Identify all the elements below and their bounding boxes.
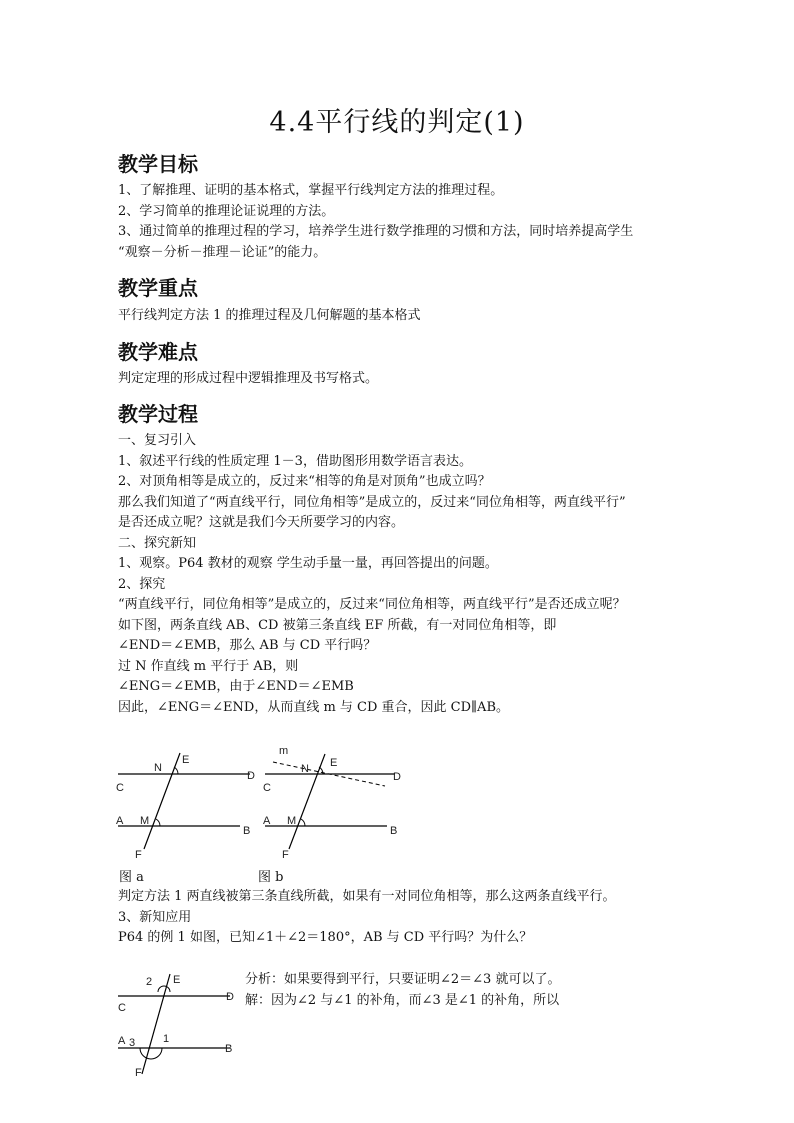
after-figure-text <box>118 887 616 949</box>
label-f: F <box>135 849 142 861</box>
label-f: F <box>135 1067 142 1079</box>
heading-difficulties: 教学难点 <box>118 340 198 364</box>
process-line: 2、对顶角相等是成立的，反过来“相等的角是对顶角”也成立吗？ <box>118 474 491 489</box>
label-m: M <box>140 815 150 827</box>
keypoints-line: 平行线判定方法 1 的推理过程及几何解题的基本格式 <box>118 308 421 323</box>
label-d: D <box>247 770 255 782</box>
angle-arc <box>156 819 160 826</box>
figure-a <box>110 745 260 865</box>
heading-objectives: 教学目标 <box>118 152 198 176</box>
figure-b-caption: 图 b <box>258 870 284 885</box>
label-m-line: m <box>279 745 289 757</box>
label-b: B <box>225 1043 233 1055</box>
analysis-line: 解：因为∠2 与∠1 的补角，而∠3 是∠1 的补角，所以 <box>245 992 560 1008</box>
objective-line: 3、通过简单的推理过程的学习，培养学生进行数学推理的习惯和方法，同时培养提高学生 <box>118 224 634 239</box>
process-line: 一、复习引入 <box>118 433 197 448</box>
label-e: E <box>182 754 190 766</box>
process-line: “两直线平行，同位角相等”是成立的，反过来“同位角相等，两直线平行”是否还成立呢？ <box>118 597 626 612</box>
process-line: 过 N 作直线 m 平行于 AB，则 <box>118 658 299 674</box>
angle-arc <box>140 1048 162 1059</box>
process-line: P64 的例 1 如图，已知∠1＋∠2＝180°，AB 与 CD 平行吗？为什么？ <box>118 930 533 945</box>
label-a: A <box>116 815 124 827</box>
process-line: 判定方法 1 两直线被第三条直线所截，如果有一对同位角相等，那么这两条直线平行。 <box>118 889 616 904</box>
process-line: ∠ENG＝∠EMB，由于∠END＝∠EMB <box>118 679 354 694</box>
objective-line: “观察－分析－推理－论证”的能力。 <box>118 244 327 260</box>
analysis-line: 分析：如果要得到平行，只要证明∠2＝∠3 就可以了。 <box>245 972 561 987</box>
label-b: B <box>390 825 398 837</box>
figure-example-1 <box>112 968 242 1083</box>
figure-b <box>255 740 415 865</box>
heading-keypoints: 教学重点 <box>118 276 198 300</box>
label-2: 2 <box>146 976 153 988</box>
process-line: 1、叙述平行线的性质定理 1－3，借助图形用数学语言表达。 <box>118 453 472 469</box>
process-line: 如下图，两条直线 AB、CD 被第三条直线 EF 所截，有一对同位角相等，即 <box>118 617 557 633</box>
process-line: 那么我们知道了“两直线平行，同位角相等”是成立的，反过来“同位角相等，两直线平行” <box>118 494 626 510</box>
label-a: A <box>118 1035 126 1047</box>
difficulties-line: 判定定理的形成过程中逻辑推理及书写格式。 <box>118 371 379 386</box>
label-b: B <box>243 825 251 837</box>
process-line: 是否还成立呢？这就是我们今天所要学习的内容。 <box>118 515 405 530</box>
label-1: 1 <box>163 1033 170 1045</box>
process-line: 因此，∠ENG＝∠END，从而直线 m 与 CD 重合，因此 CD∥AB。 <box>118 699 509 715</box>
objective-line: 2、学习简单的推理论证说理的方法。 <box>118 203 335 219</box>
angle-arc <box>158 986 170 992</box>
label-d: D <box>226 991 234 1003</box>
label-a: A <box>263 815 271 827</box>
angle-arc <box>301 819 305 826</box>
label-n: N <box>154 762 162 774</box>
label-c: C <box>116 782 124 794</box>
line-ef <box>142 974 170 1074</box>
process-line: 3、新知应用 <box>118 909 192 925</box>
analysis-text <box>245 970 560 1011</box>
label-c: C <box>263 782 271 794</box>
label-c: C <box>118 1002 126 1014</box>
label-m: M <box>287 815 297 827</box>
label-e: E <box>330 757 338 769</box>
label-f: F <box>282 849 289 861</box>
objective-line: 1、了解推理、证明的基本格式，掌握平行线判定方法的推理过程。 <box>118 183 504 198</box>
label-d: D <box>393 771 401 783</box>
process-line: ∠END＝∠EMB，那么 AB 与 CD 平行吗？ <box>118 638 377 653</box>
process-line: 1、观察。P64 教材的观察 学生动手量一量，再回答提出的问题。 <box>118 556 498 571</box>
objectives-text <box>118 181 633 263</box>
label-3: 3 <box>129 1037 136 1049</box>
page-title: 4.4平行线的判定(1) <box>269 107 525 138</box>
heading-process: 教学过程 <box>118 402 198 426</box>
figure-a-caption: 图 a <box>119 870 144 885</box>
process-line: 二、探究新知 <box>118 535 197 551</box>
label-n: N <box>301 763 309 775</box>
label-e: E <box>173 974 181 986</box>
process-line: 2、探究 <box>118 576 166 592</box>
process-text <box>118 431 626 718</box>
